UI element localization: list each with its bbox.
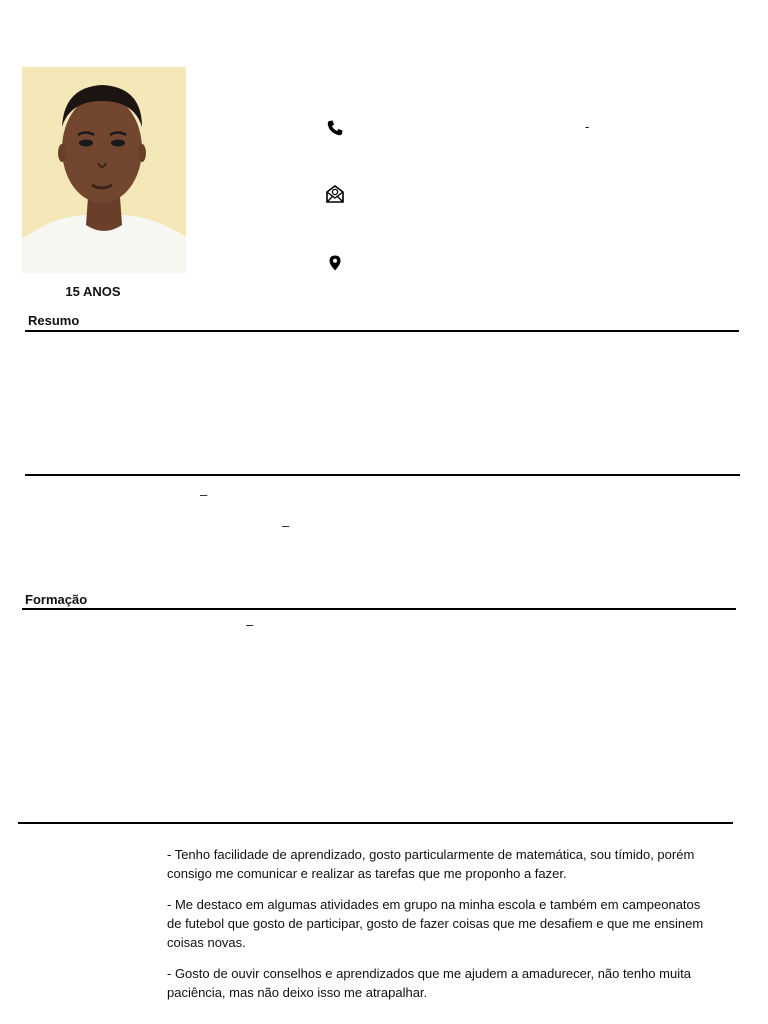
- phone-icon: [326, 119, 344, 137]
- age-label: 15 ANOS: [65, 284, 121, 299]
- profile-photo: [22, 67, 186, 273]
- formacao-rule-bottom: [18, 822, 733, 824]
- portrait-illustration: [22, 67, 186, 273]
- about-paragraph-1: - Tenho facilidade de aprendizado, gosto particularmente de matemática, sou tímido, porém consigo me comunicar e realizar as tarefas que me proponho a fazer.: [167, 847, 695, 881]
- location-row: [329, 255, 341, 271]
- phone-separator: -: [585, 119, 590, 134]
- dash-3: –: [246, 617, 254, 632]
- resumo-rule-bottom: [25, 474, 740, 476]
- resumo-rule-top: [25, 330, 739, 332]
- about-text: [167, 845, 707, 1014]
- dash-1: –: [200, 487, 208, 502]
- envelope-icon: [325, 184, 345, 204]
- email-row: [325, 184, 345, 204]
- about-paragraph-2: - Me destaco em algumas atividades em grupo na minha escola e também em campeonatos de futebol que gosto de participar, gosto de fazer coisas que me desafiem e que me ensinem coisas novas.: [167, 897, 704, 950]
- about-paragraph-3: - Gosto de ouvir conselhos e aprendizados que me ajudem a amadurecer, não tenho muita paciência, mas não deixo isso me atrapalhar.: [167, 966, 691, 1000]
- formacao-rule-top: [22, 608, 736, 610]
- formacao-heading: Formação: [25, 592, 88, 607]
- phone-row: [326, 119, 344, 137]
- map-pin-icon: [329, 255, 341, 271]
- dash-2: –: [282, 518, 290, 533]
- resumo-heading: Resumo: [28, 313, 80, 328]
